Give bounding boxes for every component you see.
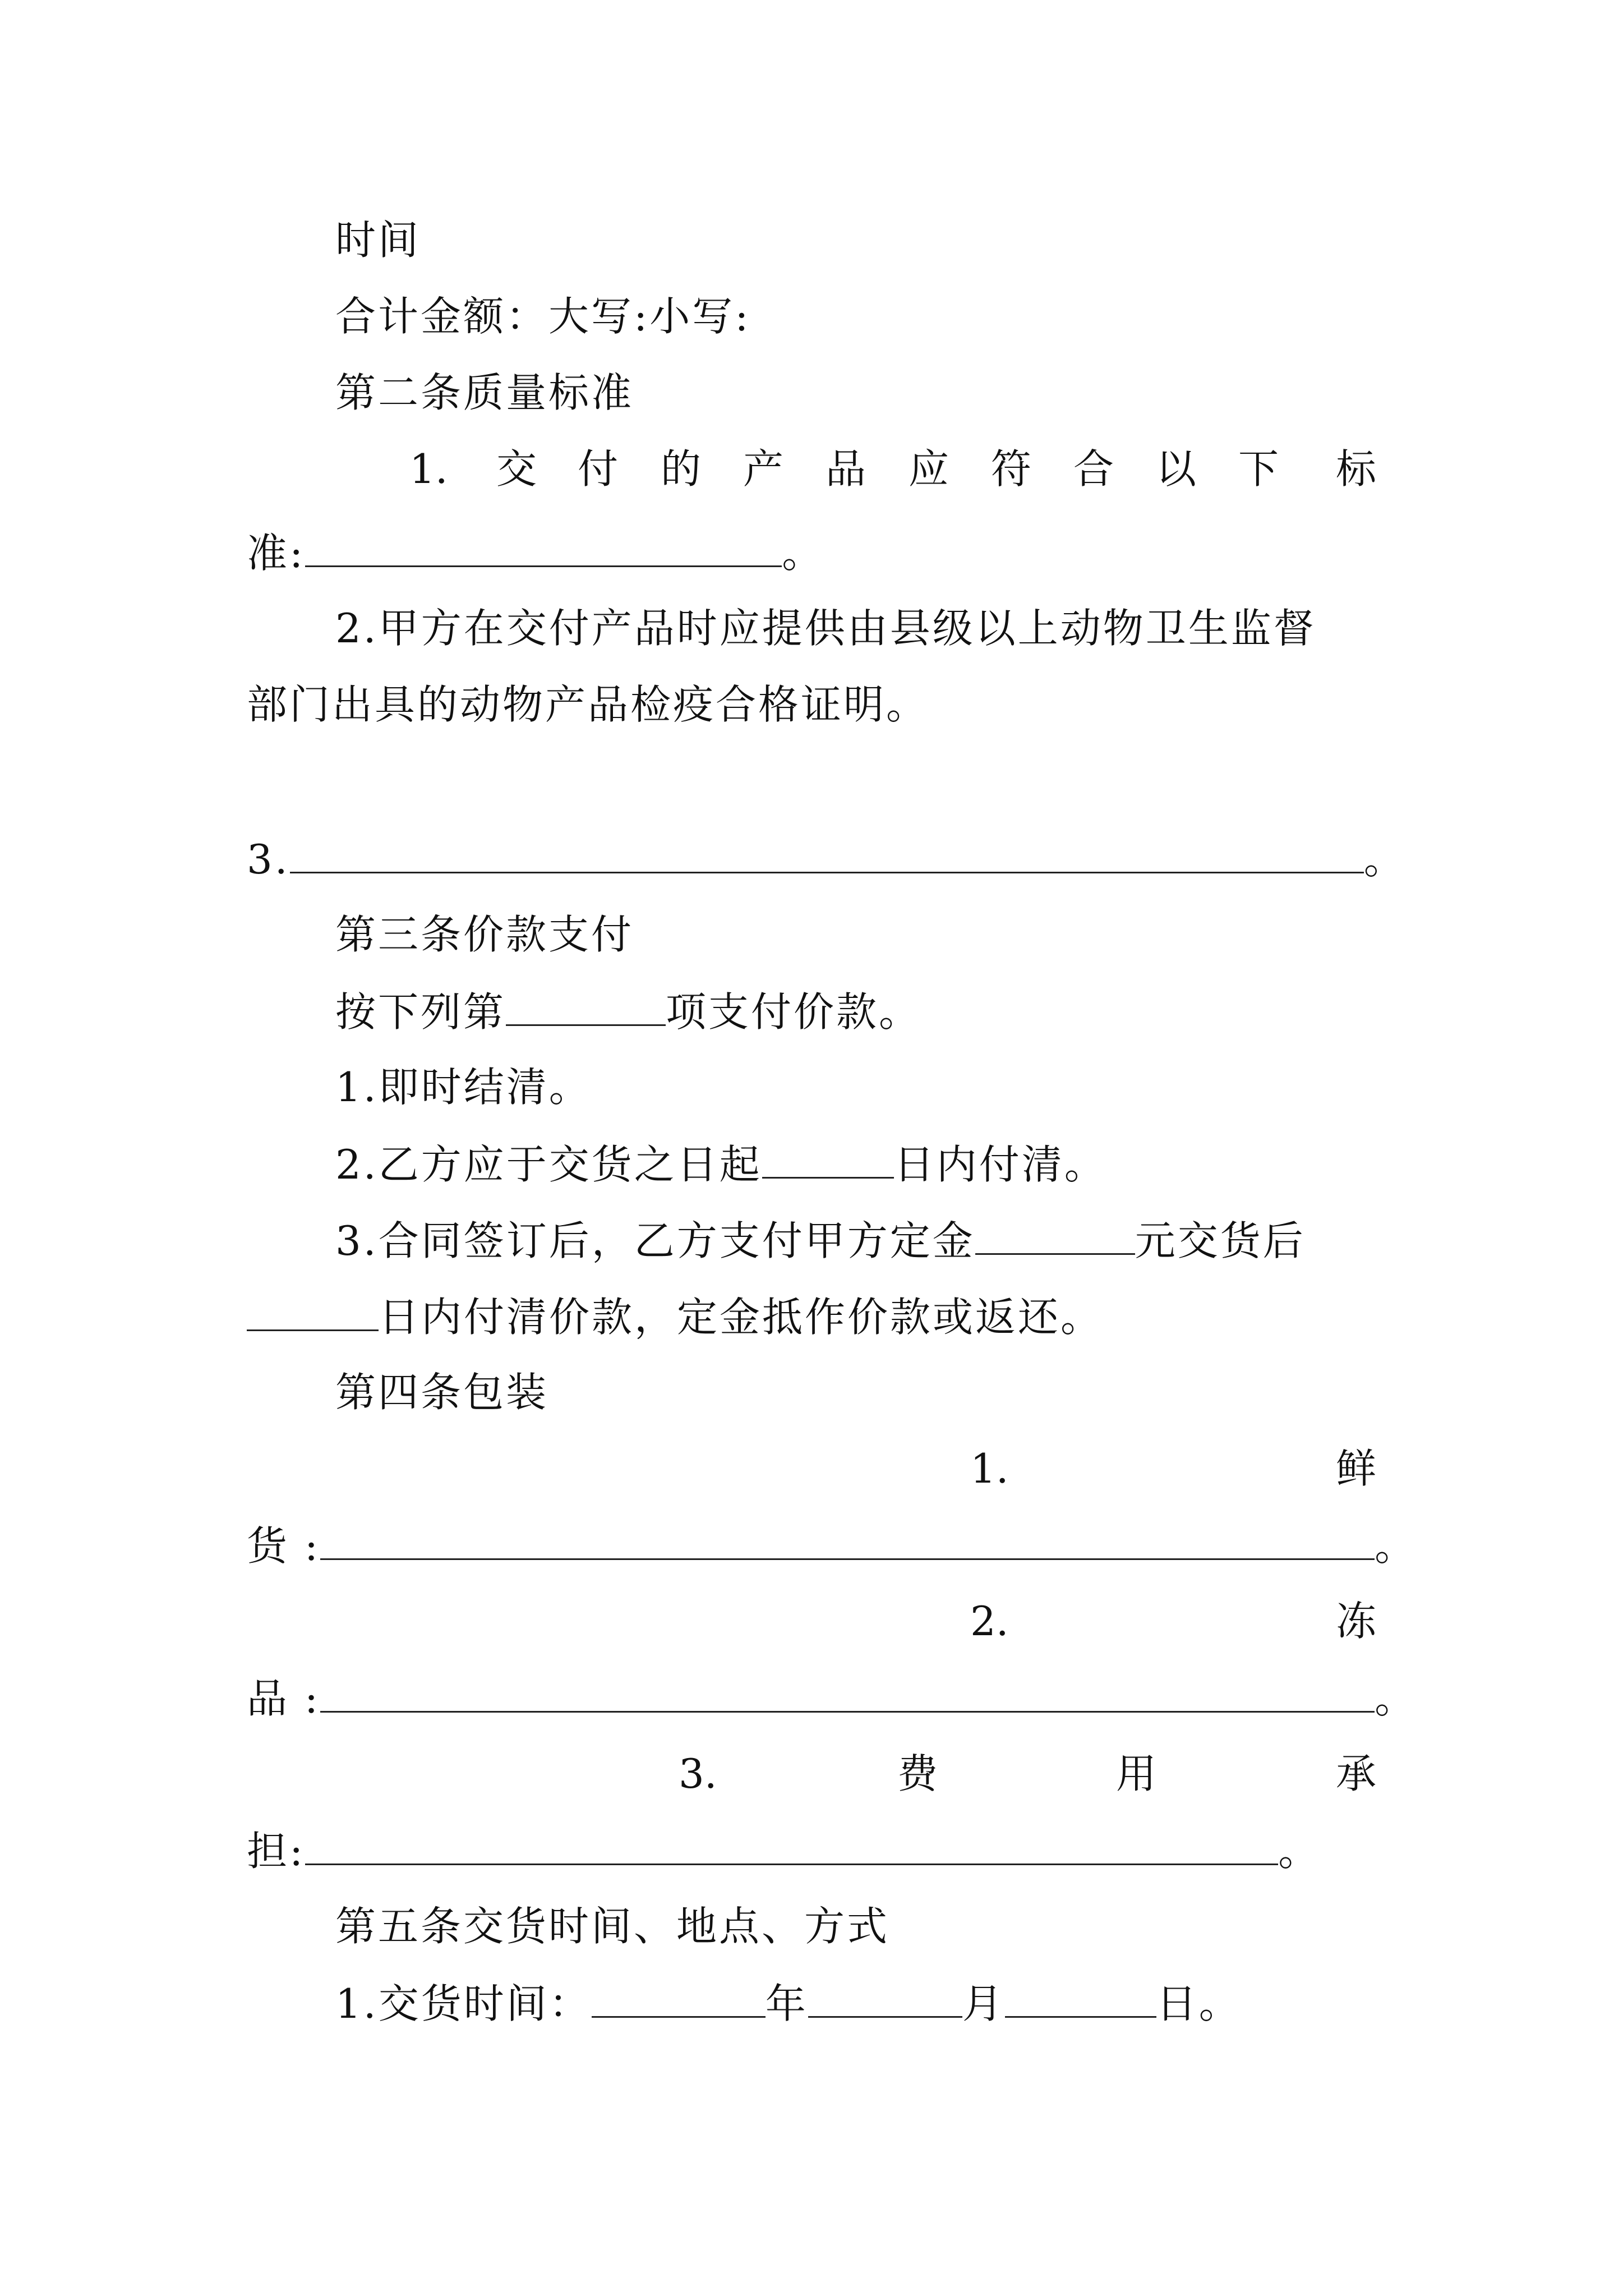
fill-in-blank <box>320 1677 1375 1713</box>
text-fragment: 。 <box>1278 1828 1321 1875</box>
article-heading: 第五条交货时间、地点、方式 <box>335 1903 890 1950</box>
text-line <box>247 1828 1321 1875</box>
text-fragment: 产 <box>743 445 784 493</box>
text-fragment: 费 <box>897 1750 938 1797</box>
text-line <box>247 1294 1104 1341</box>
fill-in-blank <box>247 1296 379 1331</box>
text-fragment: 3. <box>247 836 290 883</box>
text-line <box>247 1675 1418 1722</box>
text-fragment: 1. <box>970 1445 1009 1492</box>
article-heading: 第二条质量标准 <box>335 369 634 416</box>
text-fragment: 以 <box>1156 445 1197 493</box>
text-fragment: 日内付清。 <box>893 1141 1107 1188</box>
text-fragment: 鲜 <box>1336 1445 1377 1492</box>
fill-in-blank <box>320 1525 1375 1560</box>
fill-in-blank <box>592 1982 766 2018</box>
text-fragment: 月 <box>962 1980 1005 2027</box>
text-line <box>247 530 825 577</box>
text-fragment: 担: <box>247 1828 306 1875</box>
fill-in-blank <box>975 1220 1135 1255</box>
text-fragment: 标 <box>1336 445 1377 493</box>
text-fragment: 下 <box>1238 445 1279 493</box>
text-fragment: 。 <box>782 530 825 577</box>
text-line: 部门出具的动物产品检疫合格证明。 <box>247 681 929 728</box>
justified-line <box>247 1445 1377 1492</box>
justified-line <box>247 1750 1377 1797</box>
fill-in-blank <box>506 991 666 1026</box>
text-line <box>335 1141 1107 1188</box>
text-fragment: 。 <box>1363 836 1407 883</box>
article-heading: 第四条包装 <box>335 1369 549 1416</box>
text-fragment: 承 <box>1336 1750 1377 1797</box>
text-fragment: 3.合同签订后，乙方支付甲方定金 <box>335 1217 975 1264</box>
text-fragment: 符 <box>991 445 1032 493</box>
fill-in-blank <box>1005 1982 1156 2018</box>
text-fragment: 1. <box>409 445 448 493</box>
text-fragment: 按下列第 <box>335 988 506 1036</box>
fill-in-blank <box>305 1830 1278 1865</box>
text-fragment: 合 <box>1073 445 1114 493</box>
text-line: 1.即时结清。 <box>335 1064 592 1111</box>
text-fragment: 付 <box>578 445 619 493</box>
text-fragment: 2.乙方应于交货之日起 <box>335 1141 762 1188</box>
text-line <box>335 1217 1306 1264</box>
text-line: 2.甲方在交付产品时应提供由县级以上动物卫生监督 <box>335 605 1316 652</box>
text-fragment: 交 <box>496 445 537 493</box>
text-fragment: 日内付清价款，定金抵作价款或返还。 <box>379 1294 1104 1341</box>
text-fragment: 冻 <box>1336 1598 1377 1645</box>
text-fragment: 2. <box>970 1598 1009 1645</box>
text-fragment: 日。 <box>1156 1980 1242 2027</box>
text-fragment: 准: <box>247 530 306 577</box>
text-fragment: 的 <box>661 445 702 493</box>
text-fragment: 品 : <box>247 1675 321 1722</box>
fill-in-blank <box>290 838 1364 873</box>
text-line <box>335 988 922 1036</box>
text-fragment: 3. <box>679 1750 717 1797</box>
justified-line <box>247 445 1377 493</box>
text-line <box>247 836 1407 883</box>
text-fragment: 项支付价款。 <box>666 988 922 1036</box>
text-line: 时间 <box>335 217 421 264</box>
text-fragment: 元交货后 <box>1135 1217 1306 1264</box>
text-fragment: 品 <box>826 445 866 493</box>
fill-in-blank <box>762 1143 894 1179</box>
text-fragment: 1.交货时间： <box>335 1980 592 2027</box>
text-line <box>247 1522 1418 1570</box>
text-fragment: 货 : <box>247 1522 321 1570</box>
text-fragment: 。 <box>1375 1675 1418 1722</box>
text-line: 合计金额：大写:小写: <box>335 293 751 340</box>
justified-line <box>247 1598 1377 1645</box>
text-fragment: 年 <box>765 1980 808 2027</box>
text-fragment: 应 <box>909 445 949 493</box>
text-fragment: 。 <box>1375 1522 1418 1570</box>
text-line <box>335 1980 1242 2027</box>
article-heading: 第三条价款支付 <box>335 911 634 958</box>
fill-in-blank <box>305 532 782 567</box>
fill-in-blank <box>808 1982 962 2018</box>
text-fragment: 用 <box>1116 1750 1157 1797</box>
